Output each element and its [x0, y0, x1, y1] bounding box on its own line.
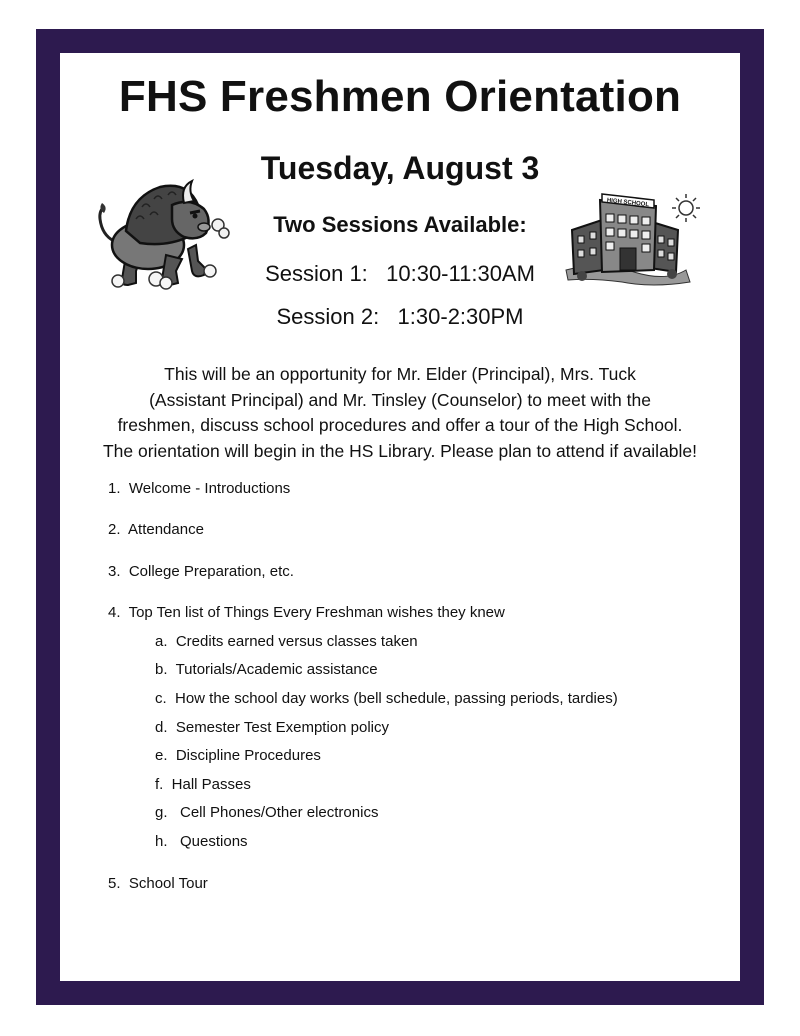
subitem-credits: a. Credits earned versus classes taken: [155, 633, 418, 650]
subitem-test-exemption: d. Semester Test Exemption policy: [155, 719, 389, 736]
event-date: Tuesday, August 3: [260, 150, 540, 186]
subitem-hall-passes: f. Hall Passes: [155, 776, 251, 793]
school-sign-text: HIGH SCHOOL: [606, 197, 650, 209]
subitem-questions: h. Questions: [155, 833, 248, 850]
description-line: freshmen, discuss school procedures and offer a tour of the High School.: [117, 415, 683, 435]
sessions-heading: Two Sessions Available:: [273, 212, 527, 237]
flyer-title: FHS Freshmen Orientation: [118, 72, 682, 121]
subitem-cell-phones: g. Cell Phones/Other electronics: [155, 804, 379, 821]
session-2-time: Session 2: 1:30-2:30PM: [276, 304, 524, 329]
subitem-tutorials: b. Tutorials/Academic assistance: [155, 661, 378, 678]
agenda-item-welcome: 1. Welcome - Introductions: [108, 480, 291, 497]
description-line: (Assistant Principal) and Mr. Tinsley (Counselor) to meet with the: [149, 389, 651, 410]
agenda-item-college-prep: 3. College Preparation, etc.: [108, 563, 294, 580]
high-school-building-image: [562, 186, 704, 288]
session-1-time: Session 1: 10:30-11:30AM: [265, 261, 535, 286]
agenda-item-top-ten: 4. Top Ten list of Things Every Freshman wishes they knew: [108, 604, 505, 621]
agenda-item-attendance: 2. Attendance: [108, 521, 204, 538]
description-line: This will be an opportunity for Mr. Elder (Principal), Mrs. Tuck: [164, 364, 636, 384]
subitem-school-day: c. How the school day works (bell schedule, passing periods, tardies): [155, 690, 618, 707]
description-paragraph: [66, 362, 734, 464]
agenda-item-school-tour: 5. School Tour: [108, 875, 208, 892]
description-line: The orientation will begin in the HS Library. Please plan to attend if available!: [102, 440, 698, 461]
subitem-discipline: e. Discipline Procedures: [155, 747, 321, 764]
bison-mascot-image: [96, 175, 232, 293]
